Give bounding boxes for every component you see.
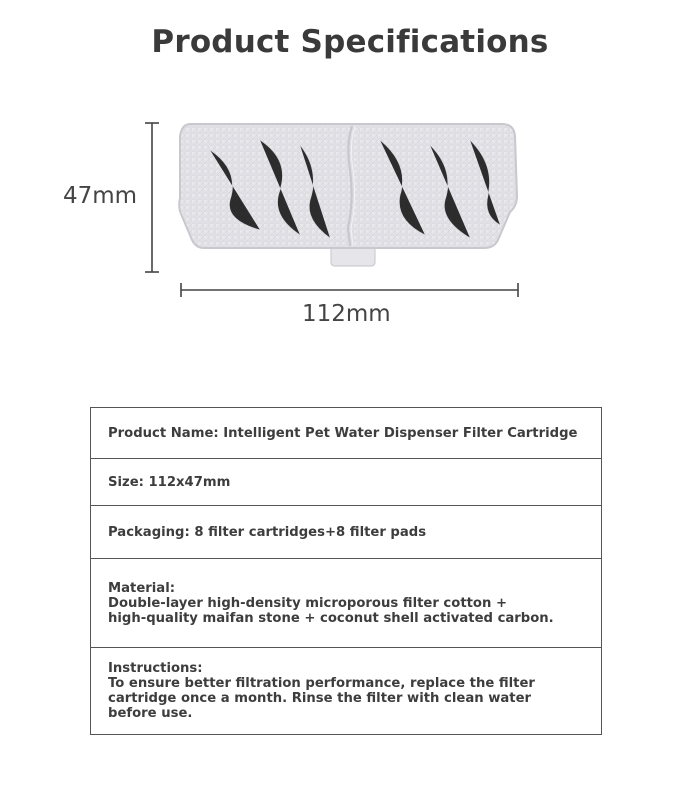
spec-row-size	[91, 459, 601, 506]
spec-row-packaging	[91, 506, 601, 559]
product-name-text: Product Name: Intelligent Pet Water Dispenser Filter Cartridge	[108, 425, 578, 441]
spec-row-material	[91, 559, 601, 648]
spec-row-product-name	[91, 408, 601, 459]
material-line-2: high-quality maifan stone + coconut shell activated carbon.	[108, 610, 554, 626]
page-title: Product Specifications	[151, 24, 549, 60]
product-dimension-figure	[0, 110, 700, 340]
instructions-label: Instructions:	[108, 661, 203, 676]
material-line-1: Double-layer high-density microporous filter cotton +	[108, 595, 508, 611]
size-text: Size: 112x47mm	[108, 474, 231, 490]
spec-row-instructions	[91, 648, 601, 734]
instructions-line-3: before use.	[108, 706, 193, 721]
width-label: 112mm	[302, 301, 391, 327]
packaging-text: Packaging: 8 filter cartridges+8 filter pads	[108, 524, 427, 540]
specifications-table	[90, 407, 602, 735]
instructions-line-1: To ensure better filtration performance, replace the filter	[108, 676, 535, 691]
height-label: 47mm	[63, 183, 138, 209]
filter-tab	[331, 248, 375, 266]
instructions-line-2: cartridge once a month. Rinse the filter with clean water	[108, 691, 532, 706]
material-label: Material:	[108, 580, 175, 596]
